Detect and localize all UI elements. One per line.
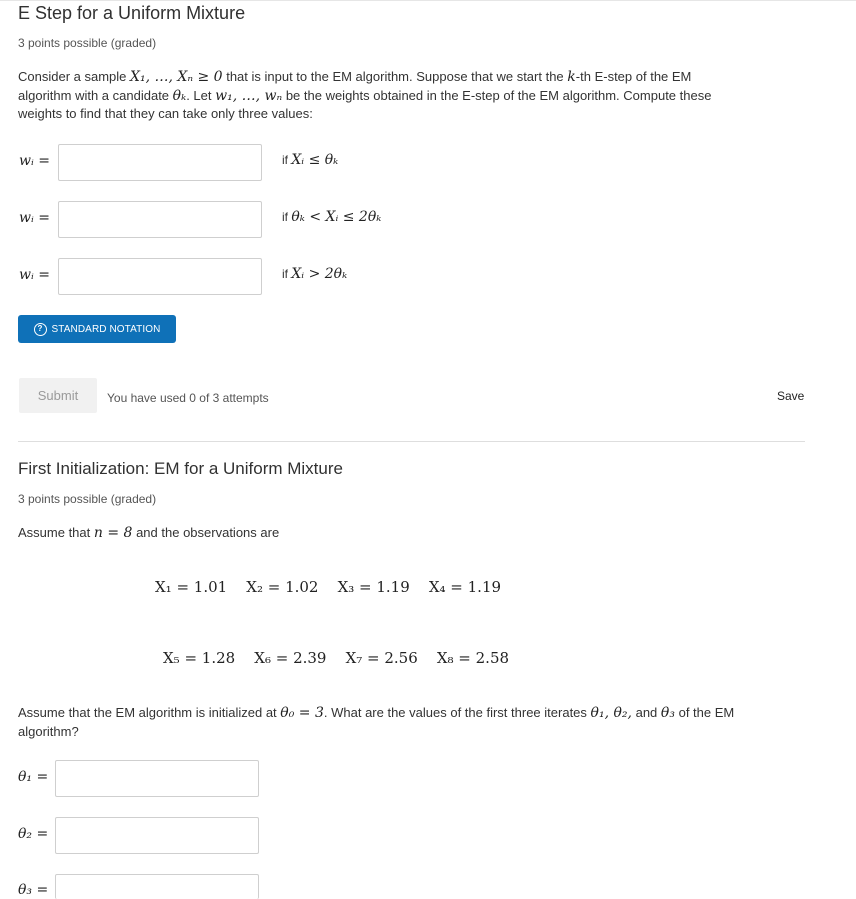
statement-text: . What are the values of the first three iterates [323, 705, 587, 720]
theta2-label: θ₂ = [18, 826, 49, 842]
condition-3 [282, 266, 347, 282]
theta3-input[interactable] [55, 874, 259, 899]
statement-text: of the EM [678, 705, 735, 720]
observation: X₇ = 2.56 [345, 649, 418, 667]
observations-row-2 [163, 649, 509, 667]
statement-text: that is input to the EM algorithm. Suppose that we start the [226, 69, 564, 84]
statement-text: . Let [186, 87, 212, 103]
condition-prefix: if [282, 153, 288, 167]
weights-math: w₁, …, wₙ [215, 87, 283, 104]
condition-math: Xᵢ > 2θₖ [291, 266, 348, 282]
statement-text: weights to find that they can take only three values: [18, 106, 313, 121]
k-math: k [567, 69, 576, 85]
observation: X₈ = 2.58 [436, 649, 510, 667]
theta1-label: θ₁ = [18, 769, 49, 785]
problem-title: E Step for a Uniform Mixture [18, 3, 246, 23]
observation: X₅ = 1.28 [163, 649, 236, 667]
weight-label: wᵢ = [19, 267, 50, 283]
observation: X₃ = 1.19 [337, 578, 410, 596]
theta3-math: θ₃ [660, 705, 675, 721]
statement-text: Assume that the EM algorithm is initialized at [18, 705, 277, 720]
statement-text: Assume that [18, 525, 91, 540]
observations-row-1 [155, 578, 501, 596]
statement-text: -th E-step of the EM [575, 69, 692, 84]
statement-text: and the observations are [136, 525, 280, 540]
standard-notation-label: STANDARD NOTATION [51, 323, 161, 335]
assume-statement [18, 524, 818, 543]
section-divider [18, 441, 805, 442]
weight-input-3[interactable] [58, 258, 262, 295]
observation: X₆ = 2.39 [254, 649, 327, 667]
theta0-math: θ₀ = 3 [280, 705, 324, 721]
points-label: 3 points possible (graded) [18, 36, 157, 50]
theta1-input[interactable] [55, 760, 259, 797]
iterates-math: θ₁, θ₂, [590, 705, 632, 721]
condition-prefix: if [282, 210, 288, 224]
observation: X₂ = 1.02 [246, 578, 319, 596]
condition-2 [282, 209, 381, 225]
top-border [0, 0, 856, 1]
sample-math: X₁, …, Xₙ ≥ 0 [130, 69, 223, 85]
statement-text: be the weights obtained in the E-step of the EM algorithm. Compute these [285, 87, 712, 103]
observation: X₄ = 1.19 [428, 578, 502, 596]
statement-text: and [635, 705, 658, 720]
statement-text: algorithm? [18, 723, 79, 739]
save-button[interactable]: Save [777, 389, 805, 403]
statement-text: algorithm with a candidate [18, 87, 170, 103]
weight-label: wᵢ = [19, 210, 50, 226]
init-statement [18, 704, 818, 741]
theta3-label: θ₃ = [18, 882, 49, 898]
weight-input-2[interactable] [58, 201, 262, 238]
condition-1 [282, 152, 338, 168]
points-label-2: 3 points possible (graded) [18, 492, 157, 506]
submit-button[interactable]: Submit [19, 378, 97, 413]
n-math: n = 8 [93, 525, 133, 541]
statement-text: Consider a sample [18, 69, 127, 84]
standard-notation-button[interactable] [18, 315, 176, 343]
weight-label: wᵢ = [19, 153, 50, 169]
problem-title-2: First Initialization: EM for a Uniform Mixture [18, 459, 343, 478]
observation: X₁ = 1.01 [155, 578, 228, 596]
condition-math: θₖ < Xᵢ ≤ 2θₖ [291, 209, 382, 225]
problem-statement [18, 68, 818, 124]
condition-math: Xᵢ ≤ θₖ [291, 152, 339, 168]
theta-k-math: θₖ [172, 87, 187, 104]
theta2-input[interactable] [55, 817, 259, 854]
weight-input-1[interactable] [58, 144, 262, 181]
attempts-text: You have used 0 of 3 attempts [107, 391, 269, 405]
help-circle-icon: ? [34, 323, 47, 336]
condition-prefix: if [282, 267, 288, 281]
